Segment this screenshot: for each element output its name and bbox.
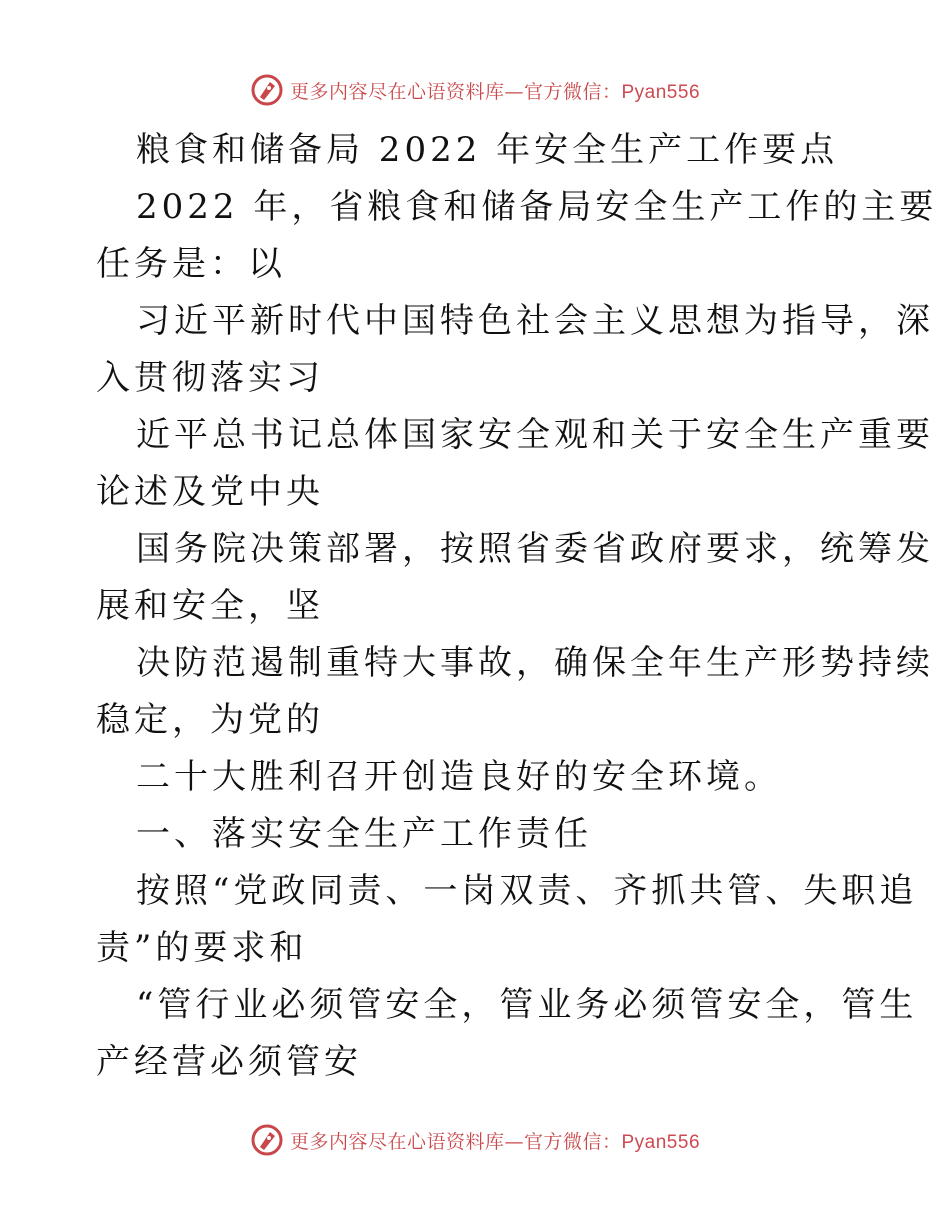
text-line: 按照“党政同责、一岗双责、齐抓共管、失职追 <box>136 871 918 911</box>
header-watermark <box>0 70 950 110</box>
text-line: 论述及党中央 <box>96 472 324 512</box>
text-line: 二十大胜利召开创造良好的安全环境。 <box>136 757 782 797</box>
text-line: 国务院决策部署，按照省委省政府要求，统筹发 <box>136 529 934 569</box>
text-line: 一、落实安全生产工作责任 <box>136 814 592 854</box>
pen-nib-circle-icon <box>250 73 284 107</box>
text-line: 近平总书记总体国家安全观和关于安全生产重要 <box>136 415 934 455</box>
document-body <box>96 122 938 1091</box>
text-line: 产经营必须管安 <box>96 1042 362 1082</box>
text-line: 入贯彻落实习 <box>96 358 324 398</box>
text-line: 责”的要求和 <box>96 928 308 968</box>
text-line: 稳定，为党的 <box>96 700 324 740</box>
text-line: 决防范遏制重特大事故，确保全年生产形势持续 <box>136 643 934 683</box>
pen-nib-circle-icon <box>250 1123 284 1157</box>
text-line: 粮食和储备局 2022 年安全生产工作要点 <box>136 130 839 170</box>
text-line: 任务是：以 <box>96 244 286 284</box>
watermark-text: 更多内容尽在心语资料库—官方微信：Pyan556 <box>289 80 701 103</box>
text-line: 展和安全，坚 <box>96 586 324 626</box>
watermark-text: 更多内容尽在心语资料库—官方微信：Pyan556 <box>289 1130 701 1153</box>
text-line: 2022 年，省粮食和储备局安全生产工作的主要 <box>136 187 938 227</box>
text-line: “管行业必须管安全，管业务必须管安全，管生 <box>136 985 918 1025</box>
text-line: 习近平新时代中国特色社会主义思想为指导，深 <box>136 301 934 341</box>
footer-watermark <box>0 1120 950 1160</box>
